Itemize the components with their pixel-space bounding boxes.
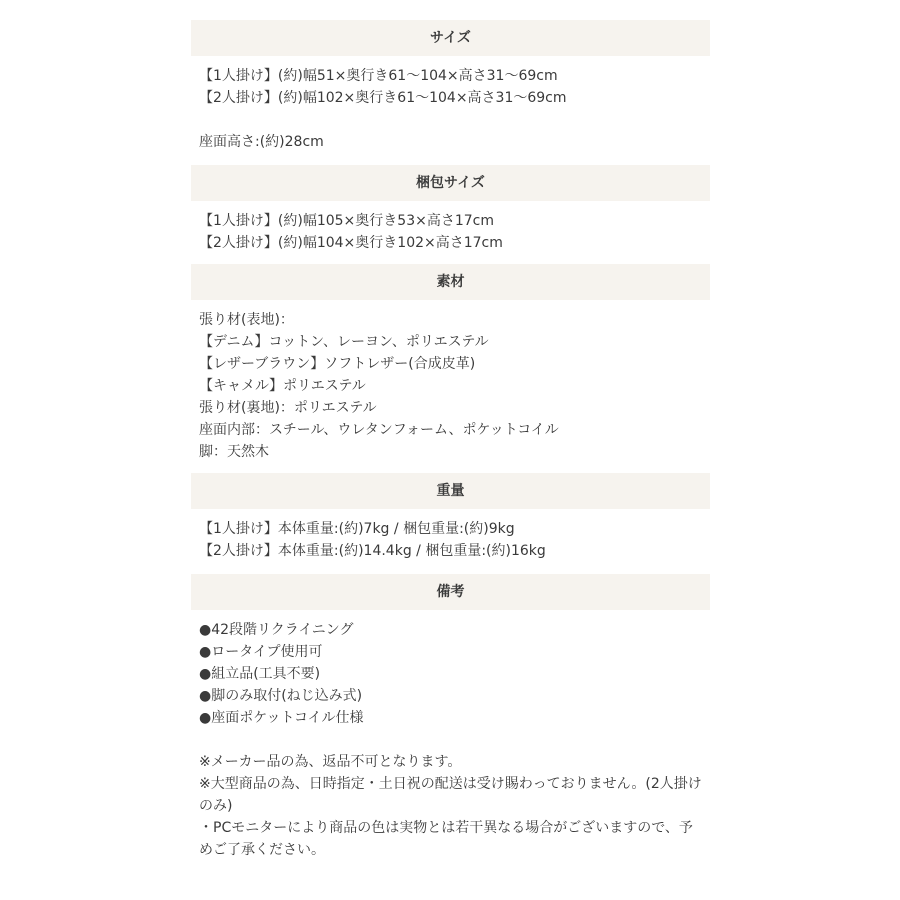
remark: ・PCモニターにより商品の色は実物とは若干異なる場合がございますので、予めご了承ください。 [199,820,693,858]
feature-bullet: ●脚のみ取付(ねじ込み式) [199,688,363,704]
material-line: 張り材(裏地)：ポリエステル [199,400,377,416]
package-size-header: 梱包サイズ [191,165,710,201]
material-section [191,264,710,473]
notes-section [191,574,710,871]
package-size-section [191,165,710,264]
material-line: 張り材(表地)： [199,312,294,328]
spec-table [191,20,710,871]
weight-header: 重量 [191,473,710,509]
material-header: 素材 [191,264,710,300]
package-line-double: 【2人掛け】(約)幅104×奥行き102×高さ17cm [199,235,503,251]
weight-body [191,509,710,574]
material-line: 【レザーブラウン】ソフトレザー(合成皮革) [199,356,476,372]
feature-bullet: ●ロータイプ使用可 [199,644,323,660]
size-line-single: 【1人掛け】(約)幅51×奥行き61〜104×高さ31〜69cm [199,68,558,84]
weight-line-single: 【1人掛け】本体重量:(約)7kg / 梱包重量:(約)9kg [199,521,515,537]
package-line-single: 【1人掛け】(約)幅105×奥行き53×高さ17cm [199,213,494,229]
package-size-body [191,201,710,264]
seat-height: 座面高さ:(約)28cm [199,134,324,150]
material-line: 【デニム】コットン、レーヨン、ポリエステル [199,334,489,350]
feature-bullet: ●42段階リクライニング [199,622,354,638]
material-body [191,300,710,473]
material-line: 【キャメル】ポリエステル [199,378,366,394]
remark: ※大型商品の為、日時指定・土日祝の配送は受け賜わっておりません。(2人掛けのみ) [199,776,702,814]
size-body [191,56,710,165]
size-line-double: 【2人掛け】(約)幅102×奥行き61〜104×高さ31〜69cm [199,90,567,106]
feature-bullet: ●組立品(工具不要) [199,666,321,682]
size-section [191,20,710,165]
weight-line-double: 【2人掛け】本体重量:(約)14.4kg / 梱包重量:(約)16kg [199,543,546,559]
material-line: 座面内部：スチール、ウレタンフォーム、ポケットコイル [199,422,559,438]
notes-body [191,610,710,871]
notes-header: 備考 [191,574,710,610]
remark: ※メーカー品の為、返品不可となります。 [199,754,462,770]
weight-section [191,473,710,574]
material-line: 脚：天然木 [199,444,269,460]
size-header: サイズ [191,20,710,56]
feature-bullet: ●座面ポケットコイル仕様 [199,710,364,726]
